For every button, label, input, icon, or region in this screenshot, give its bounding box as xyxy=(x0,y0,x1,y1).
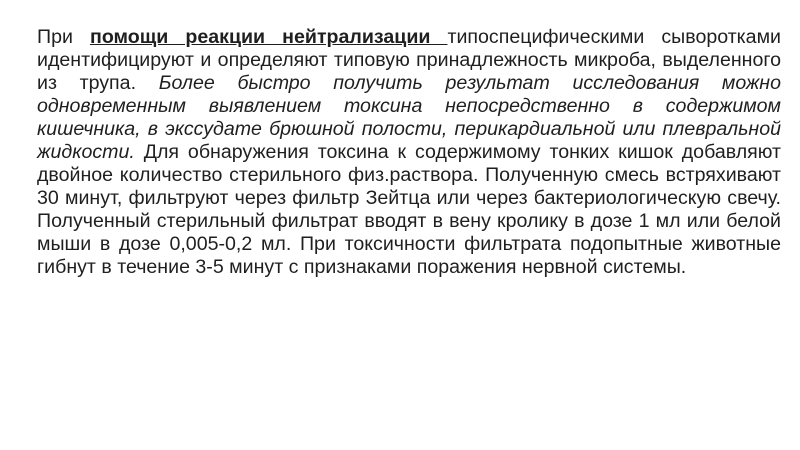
text-segment-intro: При xyxy=(37,26,90,48)
text-segment-main: типоспецифическими сыворотками идентифицируют и определяют типовую принадлежность микроба, выделенного из трупа. xyxy=(37,26,781,94)
text-segment-procedure: Для обнаружения токсина к содержимому тонких кишок добавляют двойное количество стерильного физ.раствора. Полученную смесь встряхивают 30 минут, фильтруют через фильтр Зейтца или через бактериологическую свечу. Полученный стерильный фильтрат вводят в вену кролику в дозе 1 мл или белой мыши в дозе 0,005-0,2 мл. При токсичности фильтрата подопытные животные гибнут в течение 3-5 минут с признаками поражения нервной системы. xyxy=(37,140,781,278)
body-paragraph xyxy=(37,26,781,278)
italic-segment: Более быстро получить результат исследования можно одновременным выявлением токсина непосредственно в содержимом кишечника, в экссудате брюшной полости, перикардиальной или плевральной жидкости. xyxy=(37,71,781,163)
underlined-term: помощи реакции нейтрализации xyxy=(90,26,448,48)
